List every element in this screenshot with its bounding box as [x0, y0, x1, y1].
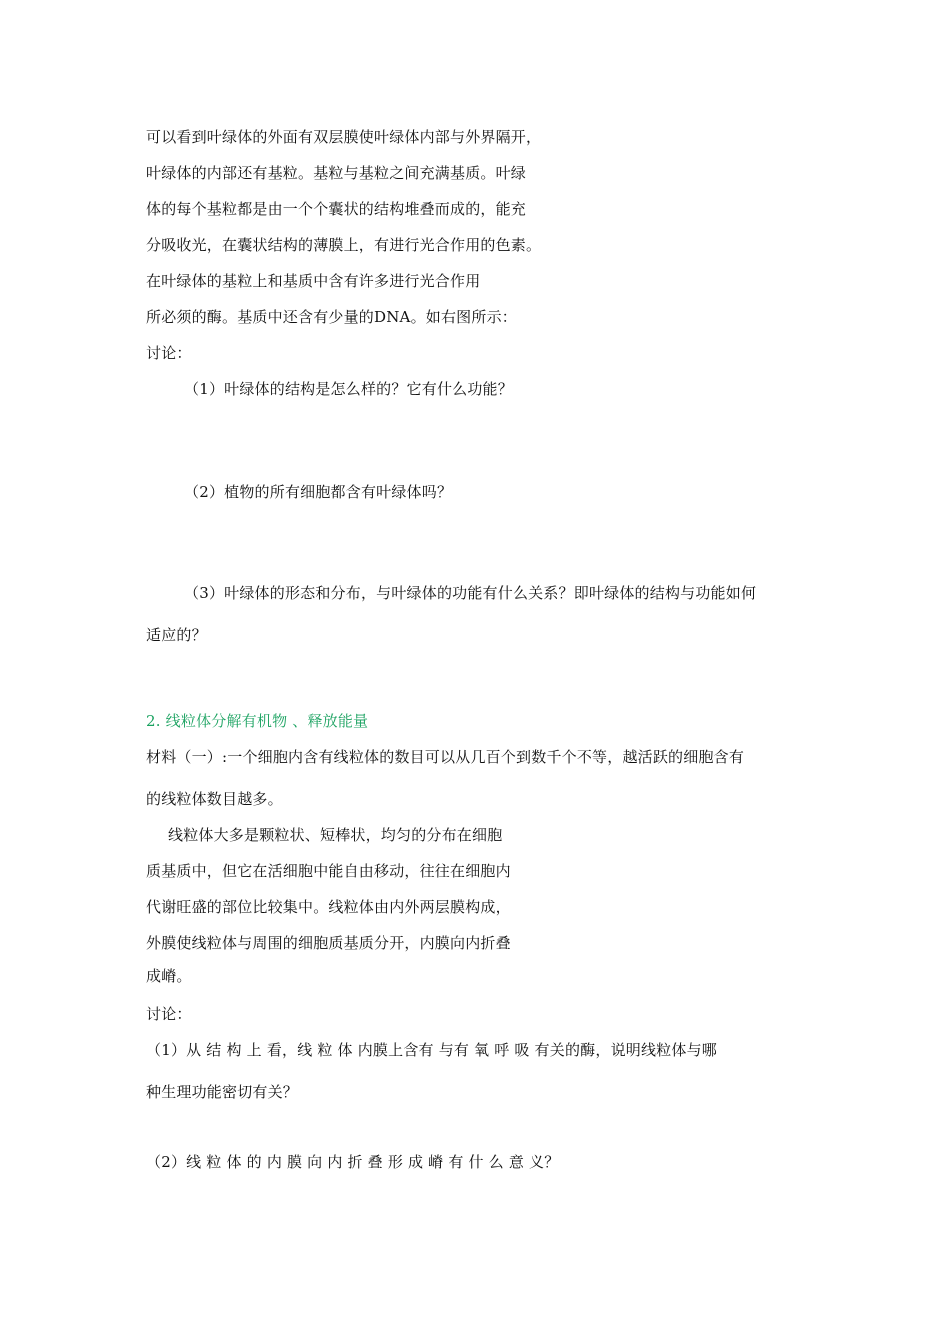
chloroplast-paragraph-line-1: 可以看到叶绿体的外面有双层膜使叶绿体内部与外界隔开，	[146, 128, 542, 146]
chloroplast-question-2: （2）植物的所有细胞都含有叶绿体吗？	[184, 483, 453, 501]
material-line-1: 材料（一）:一个细胞内含有线粒体的数目可以从几百个到数千个不等，越活跃的细胞含有	[146, 748, 745, 766]
chloroplast-paragraph-line-2: 叶绿体的内部还有基粒。基粒与基粒之间充满基质。叶绿	[146, 164, 527, 182]
chloroplast-question-3-line-2: 适应的？	[146, 626, 207, 644]
discussion-label-2: 讨论：	[146, 1005, 192, 1023]
chloroplast-paragraph-line-4: 分吸收光，在囊状结构的薄膜上，有进行光合作用的色素。	[146, 236, 542, 254]
mitochondria-question-1-line-2: 种生理功能密切有关？	[146, 1083, 299, 1101]
mitochondria-question-2: （2）线 粒 体 的 内 膜 向 内 折 叠 形 成 嵴 有 什 么 意 义？	[146, 1153, 560, 1171]
chloroplast-question-1: （1）叶绿体的结构是怎么样的？它有什么功能？	[184, 380, 513, 398]
discussion-label-1: 讨论：	[146, 344, 192, 362]
chloroplast-paragraph-line-3: 体的每个基粒都是由一个个囊状的结构堆叠而成的，能充	[146, 200, 527, 218]
mitochondria-question-1-line-1: （1）从 结 构 上 看，线 粒 体 内膜上含有 与有 氧 呼 吸 有关的酶，说明线粒体与哪	[146, 1041, 717, 1059]
mitochondria-paragraph-line-5: 成嵴。	[146, 967, 192, 985]
chloroplast-paragraph-line-6: 所必须的酶。基质中还含有少量的DNA。如右图所示：	[146, 308, 517, 326]
mitochondria-paragraph-line-4: 外膜使线粒体与周围的细胞质基质分开，内膜向内折叠	[146, 934, 511, 952]
mitochondria-paragraph-line-2: 质基质中，但它在活细胞中能自由移动，往往在细胞内	[146, 862, 511, 880]
chloroplast-question-3-line-1: （3）叶绿体的形态和分布，与叶绿体的功能有什么关系？即叶绿体的结构与功能如何	[184, 584, 757, 602]
chloroplast-paragraph-line-5: 在叶绿体的基粒上和基质中含有许多进行光合作用	[146, 272, 481, 290]
mitochondria-paragraph-line-1: 线粒体大多是颗粒状、短棒状，均匀的分布在细胞	[168, 826, 503, 844]
mitochondria-heading: 2. 线粒体分解有机物 、释放能量	[146, 712, 369, 730]
material-line-2: 的线粒体数目越多。	[146, 790, 283, 808]
mitochondria-paragraph-line-3: 代谢旺盛的部位比较集中。线粒体由内外两层膜构成，	[146, 898, 511, 916]
